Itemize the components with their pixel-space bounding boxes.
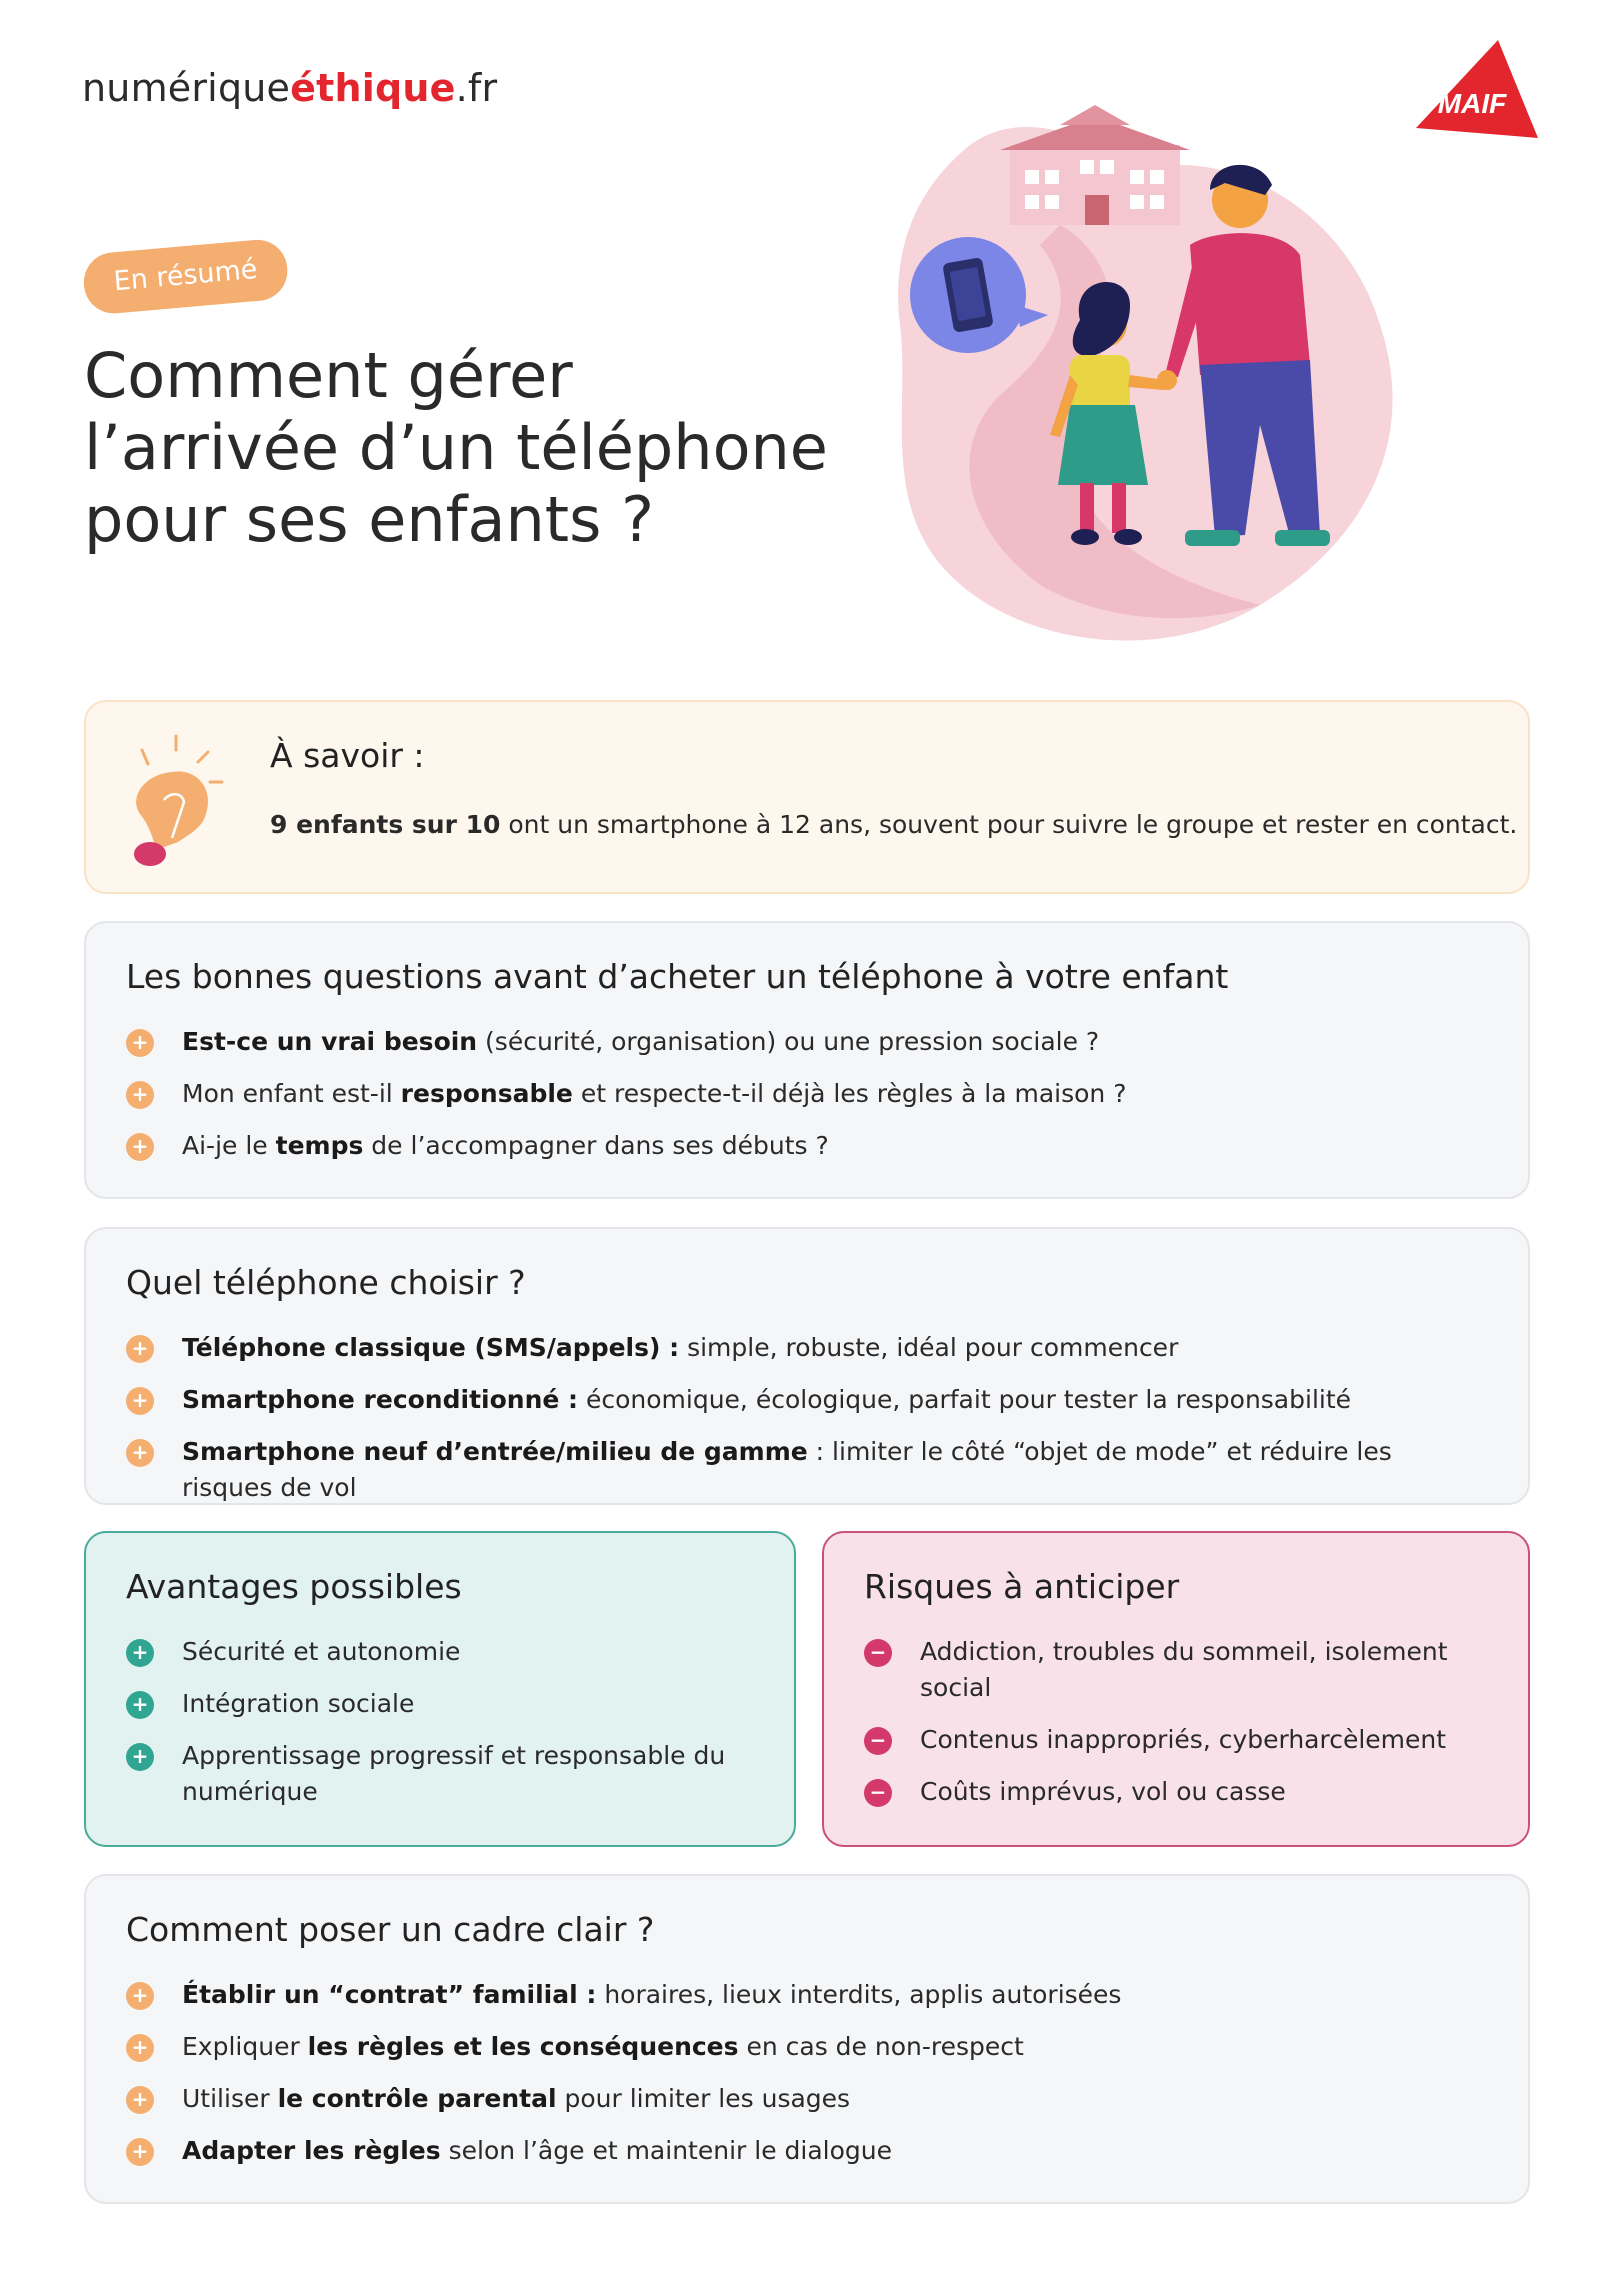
plus-icon: +	[126, 1982, 154, 2010]
plus-icon: +	[126, 1029, 154, 1057]
card-choisir	[84, 1227, 1530, 1505]
savoir-stat-rest: ont un smartphone à 12 ans, souvent pour suivre le groupe et rester en contact.	[500, 810, 1518, 839]
card-cadre	[84, 1874, 1530, 2204]
list-item: + Adapter les règles selon l’âge et maintenir le dialogue	[126, 2133, 1488, 2169]
list-item: + Intégration sociale	[126, 1686, 754, 1722]
list-item: − Coûts imprévus, vol ou casse	[864, 1774, 1488, 1810]
site-logo[interactable]	[82, 66, 497, 110]
summary-badge: En résumé	[81, 237, 290, 316]
maif-logo-text: MAIF	[1437, 88, 1507, 119]
list-item: + Établir un “contrat” familial : horaires, lieux interdits, applis autorisées	[126, 1977, 1488, 2013]
plus-icon: +	[126, 2086, 154, 2114]
plus-icon: +	[126, 1691, 154, 1719]
list-item: + Ai-je le temps de l’accompagner dans ses débuts ?	[126, 1128, 1488, 1164]
savoir-title: À savoir :	[270, 736, 425, 775]
logo-text-3: .fr	[455, 66, 498, 110]
plus-icon: +	[126, 2138, 154, 2166]
minus-icon: −	[864, 1779, 892, 1807]
plus-icon: +	[126, 1387, 154, 1415]
minus-icon: −	[864, 1727, 892, 1755]
plus-icon: +	[126, 1081, 154, 1109]
card-avantages	[84, 1531, 796, 1847]
savoir-stat: 9 enfants sur 10	[270, 810, 501, 839]
list-item: + Mon enfant est-il responsable et respecte-t-il déjà les règles à la maison ?	[126, 1076, 1488, 1112]
risques-title: Risques à anticiper	[864, 1567, 1180, 1606]
list-item: + Utiliser le contrôle parental pour limiter les usages	[126, 2081, 1488, 2117]
cadre-title: Comment poser un cadre clair ?	[126, 1910, 655, 1949]
minus-icon: −	[864, 1639, 892, 1667]
card-risques	[822, 1531, 1530, 1847]
plus-icon: +	[126, 2034, 154, 2062]
plus-icon: +	[126, 1743, 154, 1771]
plus-icon: +	[126, 1335, 154, 1363]
card-questions	[84, 921, 1530, 1199]
avantages-title: Avantages possibles	[126, 1567, 462, 1606]
list-item: + Sécurité et autonomie	[126, 1634, 754, 1670]
logo-text-accent: éthique	[290, 66, 456, 110]
plus-icon: +	[126, 1133, 154, 1161]
list-item: + Smartphone neuf d’entrée/milieu de gamme : limiter le côté “objet de mode” et réduire les risques de vol	[126, 1434, 1488, 1506]
plus-icon: +	[126, 1639, 154, 1667]
logo-text-1: numérique	[82, 66, 291, 110]
parent-child-illustration	[880, 105, 1440, 650]
list-item: + Est-ce un vrai besoin (sécurité, organisation) ou une pression sociale ?	[126, 1024, 1488, 1060]
list-item: + Téléphone classique (SMS/appels) : simple, robuste, idéal pour commencer	[126, 1330, 1488, 1366]
page-title: Comment gérer l’arrivée d’un téléphone pour ses enfants ?	[84, 339, 828, 556]
list-item: − Contenus inappropriés, cyberharcèlement	[864, 1722, 1488, 1758]
info-card-savoir	[84, 700, 1530, 894]
plus-icon: +	[126, 1439, 154, 1467]
savoir-text	[270, 810, 1517, 839]
lightbulb-icon	[126, 730, 246, 870]
questions-title: Les bonnes questions avant d’acheter un téléphone à votre enfant	[126, 957, 1229, 996]
list-item: + Apprentissage progressif et responsable du numérique	[126, 1738, 754, 1810]
list-item: + Smartphone reconditionné : économique, écologique, parfait pour tester la responsabilité	[126, 1382, 1488, 1418]
choisir-title: Quel téléphone choisir ?	[126, 1263, 526, 1302]
list-item: − Addiction, troubles du sommeil, isolement social	[864, 1634, 1488, 1706]
list-item: + Expliquer les règles et les conséquences en cas de non-respect	[126, 2029, 1488, 2065]
